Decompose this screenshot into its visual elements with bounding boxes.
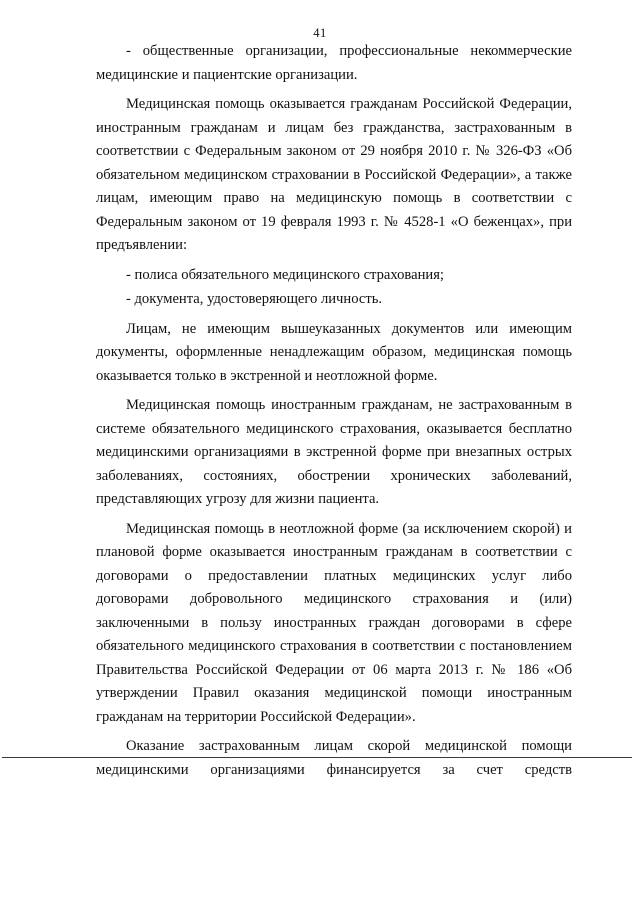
paragraph-uninsured-foreigners: Медицинская помощь иностранным гражданам, не застрахованным в системе обязательного медицинского страхования, оказывается бесплатно медицинскими организациями в экстренной форме при внезапных острых заболеваниях, состояниях, обострении хронических заболеваний, представляющих угрозу для жизни пациента. <box>96 397 572 507</box>
paragraph-medical-care-provision: Медицинская помощь оказывается гражданам Российской Федерации, иностранным гражданам и лицам без гражданства, застрахованным в соответствии с Федеральным законом от 29 ноября 2010 г. № 326-ФЗ «Об обязательном медицинском страховании в Российской Федерации», а также лицам, имеющим право на медицинскую помощь в соответствии с Федеральным законом от 19 февраля 1993 г. № 4528-1 «О беженцах», при предъявлении: <box>96 96 572 253</box>
page-bottom-rule <box>2 757 632 758</box>
page-number: 41 <box>313 26 327 40</box>
paragraph-public-organizations: - общественные организации, профессиональные некоммерческие медицинские и пациентские организации. <box>96 43 572 83</box>
paragraph-urgent-planned-care: Медицинская помощь в неотложной форме (за исключением скорой) и плановой форме оказывается иностранным гражданам в соответствии с договорами о предоставлении платных медицинских услуг либо договорами добровольного медицинского страхования и (или) заключенными в пользу иностранных граждан договорами в сфере обязательного медицинского страхования в соответствии с постановлением Правительства Российской Федерации от 06 марта 2013 г. № 186 «Об утверждении Правил оказания медицинской помощи иностранным гражданам на территории Российской Федерации». <box>96 520 572 725</box>
paragraph-without-documents: Лицам, не имеющим вышеуказанных документов или имеющим документы, оформленные ненадлежащим образом, медицинская помощь оказывается только в экстренной и неотложной форме. <box>96 320 572 384</box>
list-item-identity-document: - документа, удостоверяющего личность. <box>126 291 383 307</box>
paragraph-ambulance-financing: Оказание застрахованным лицам скорой медицинской помощи медицинскими организациями финансируется за счет средств <box>96 738 572 778</box>
list-item-insurance-policy: - полиса обязательного медицинского страхования; <box>126 266 444 283</box>
document-body <box>96 40 572 788</box>
